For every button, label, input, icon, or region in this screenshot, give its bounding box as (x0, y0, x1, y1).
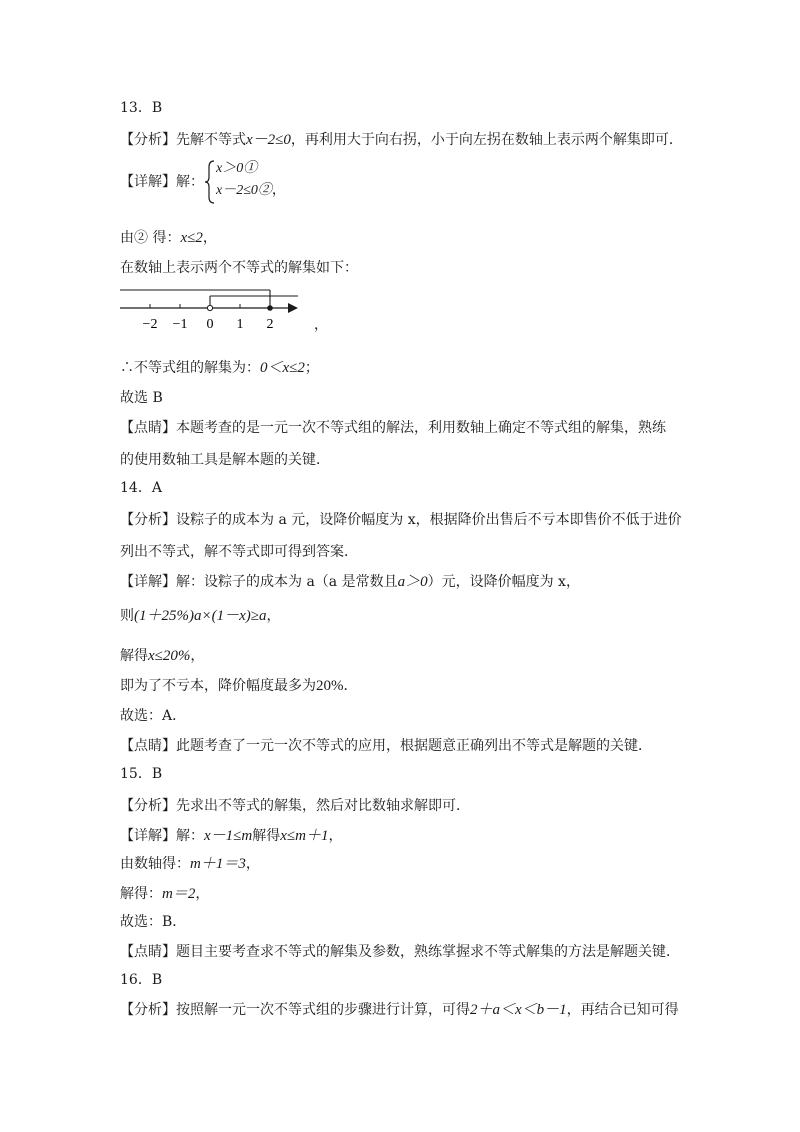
q16-number: 16．B (120, 972, 163, 988)
axis-arrow-icon (288, 303, 298, 313)
numline-comma: ， (314, 317, 328, 333)
q15-axis: 由数轴得：m＋1＝3， (120, 856, 260, 872)
q14-meaning: 即为了不亏本，降价幅度最多为20%． (120, 678, 358, 694)
analysis-label: 【分析】 (120, 132, 176, 148)
q13-comment-1: 【点睛】本题考查的是一元一次不等式组的解法，利用数轴上确定不等式组的解集，熟练 (120, 420, 666, 436)
detail-label: 【详解】 (120, 174, 176, 190)
q14-number: 14．A (120, 480, 162, 496)
analysis-label: 【分析】 (120, 1002, 176, 1018)
tick-label: 1 (236, 317, 244, 332)
tick-label: −2 (142, 317, 158, 332)
comment-label: 【点睛】 (120, 738, 176, 754)
q13-choose: 故选 B (120, 390, 163, 406)
q14-then: 则(1＋25%)a×(1－x)≥a， (120, 608, 281, 624)
q15-detail: 【详解】解：x－1≤m解得x≤m＋1， (120, 828, 343, 844)
q14-choose: 故选：A． (120, 708, 187, 724)
q14-solve: 解得x≤20%， (120, 648, 205, 664)
tick-label: −1 (172, 317, 188, 332)
q16-analysis: 【分析】按照解一元一次不等式组的步骤进行计算，可得2＋a＜x＜b－1，再结合已知可得 (120, 1002, 679, 1018)
q13-detail: 【详解】解： (120, 174, 204, 190)
system-line-1: x＞0① (216, 161, 258, 176)
q15-choose: 故选：B． (120, 914, 187, 930)
closed-point (267, 305, 273, 311)
q13-number: 13．B (120, 100, 163, 116)
open-point (207, 305, 212, 310)
q13-analysis: 【分析】先解不等式x－2≤0，再利用大于向右拐，小于向左拐在数轴上表示两个解集即可． (120, 132, 683, 148)
q13-therefore: ∴不等式组的解集为：0＜x≤2； (120, 360, 319, 376)
analysis-label: 【分析】 (120, 512, 176, 528)
q14-analysis-2: 列出不等式，解不等式即可得到答案． (120, 544, 358, 560)
analysis-label: 【分析】 (120, 798, 176, 814)
q15-solve: 解得：m＝2， (120, 886, 210, 902)
q15-analysis: 【分析】先求出不等式的解集，然后对比数轴求解即可． (120, 798, 470, 814)
comment-label: 【点睛】 (120, 420, 176, 436)
q14-detail: 【详解】解：设粽子的成本为 a（a 是常数且a＞0）元，设降价幅度为 x， (120, 574, 580, 590)
q15-number: 15．B (120, 766, 163, 782)
q14-analysis-1: 【分析】设粽子的成本为 a 元，设降价幅度为 x，根据降价出售后不亏本即售价不低于进价 (120, 512, 682, 528)
tick-label: 2 (266, 317, 274, 332)
q14-comment: 【点睛】此题考查了一元一次不等式的应用，根据题意正确列出不等式是解题的关键． (120, 738, 652, 754)
q13-comment-2: 的使用数轴工具是解本题的关键． (120, 452, 330, 468)
brace-icon (204, 160, 216, 204)
comment-label: 【点睛】 (120, 944, 176, 960)
q15-comment: 【点睛】题目主要考查求不等式的解集及参数，熟练掌握求不等式解集的方法是解题关键． (120, 944, 680, 960)
tick-label: 0 (206, 317, 214, 332)
q13-numline-intro: 在数轴上表示两个不等式的解集如下： (120, 260, 358, 276)
detail-label: 【详解】 (120, 828, 176, 844)
detail-label: 【详解】 (120, 574, 176, 590)
inline-math: x－2≤0 (246, 132, 291, 148)
number-line (118, 282, 308, 334)
system-line-2: x－2≤0②， (216, 183, 286, 198)
q13-from2: 由② 得：x≤2， (120, 230, 217, 246)
